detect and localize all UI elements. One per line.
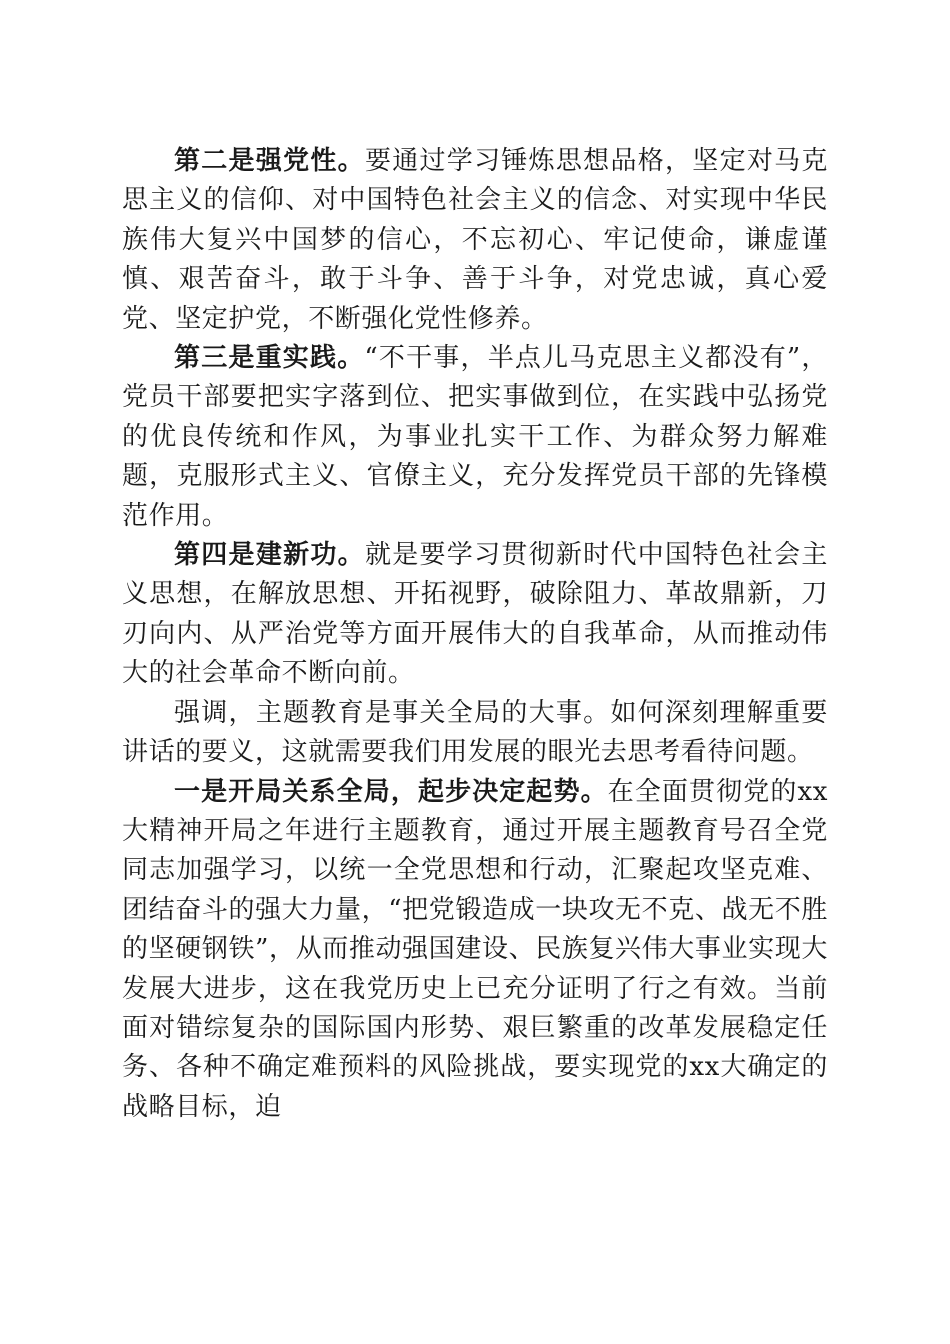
paragraph-text: “不干事，半点儿马克思主义都没有”，党员干部要把实字落到位、把实事做到位，在实践中弘扬党的优良传统和作风，为事业扎实干工作、为群众努力解难题，克服形式主义、官僚主义，充分发挥党员干部的先锋模范作用。 bbox=[122, 343, 828, 531]
paragraph-text: 就是要学习贯彻新时代中国特色社会主义思想，在解放思想、开拓视野，破除阻力、革故鼎新，刀刃向内、从严治党等方面开展伟大的自我革命，从而推动伟大的社会革命不断向前。 bbox=[122, 540, 829, 689]
paragraph-text: 强调，主题教育是事关全局的大事。如何深刻理解重要讲话的要义，这就需要我们用发展的眼光去思考看待问题。 bbox=[122, 697, 828, 768]
paragraph-heading: 第二是强党性。 bbox=[174, 146, 365, 176]
paragraph-build-new-merit bbox=[122, 536, 828, 694]
paragraph-text: 在全面贯彻党的xx大精神开局之年进行主题教育，通过开展主题教育号召全党同志加强学习，以统一全党思想和行动，汇聚起攻坚克难、团结奋斗的强大力量，“把党锻造成一块攻无不克、战无不胜的坚硬钢铁”，从而推动强国建设、民族复兴伟大事业实现大发展大进步，这在我党历史上已充分证明了行之有效。当前面对错综复杂的国际国内形势、艰巨繁重的改革发展稳定任务、各种不确定难预料的风险挑战，要实现党的xx大确定的战略目标，迫 bbox=[122, 776, 828, 1122]
paragraph-emphasize-practice bbox=[122, 339, 828, 536]
paragraph-start-affects-whole bbox=[122, 773, 828, 1128]
paragraph-heading: 一是开局关系全局，起步决定起势。 bbox=[174, 776, 608, 807]
document-body bbox=[122, 142, 828, 1127]
paragraph-emphasis bbox=[122, 694, 828, 773]
paragraph-strengthen-party-spirit bbox=[122, 142, 828, 339]
paragraph-heading: 第四是建新功。 bbox=[174, 540, 365, 571]
paragraph-heading: 第三是重实践。 bbox=[174, 343, 365, 374]
paragraph-text: 要通过学习锤炼思想品格，坚定对马克思主义的信仰、对中国特色社会主义的信念、对实现中华民族伟大复兴中国梦的信心，不忘初心、牢记使命，谦虚谨慎、艰苦奋斗，敢于斗争、善于斗争，对党忠诚，真心爱党、坚定护党，不断强化党性修养。 bbox=[122, 146, 829, 334]
